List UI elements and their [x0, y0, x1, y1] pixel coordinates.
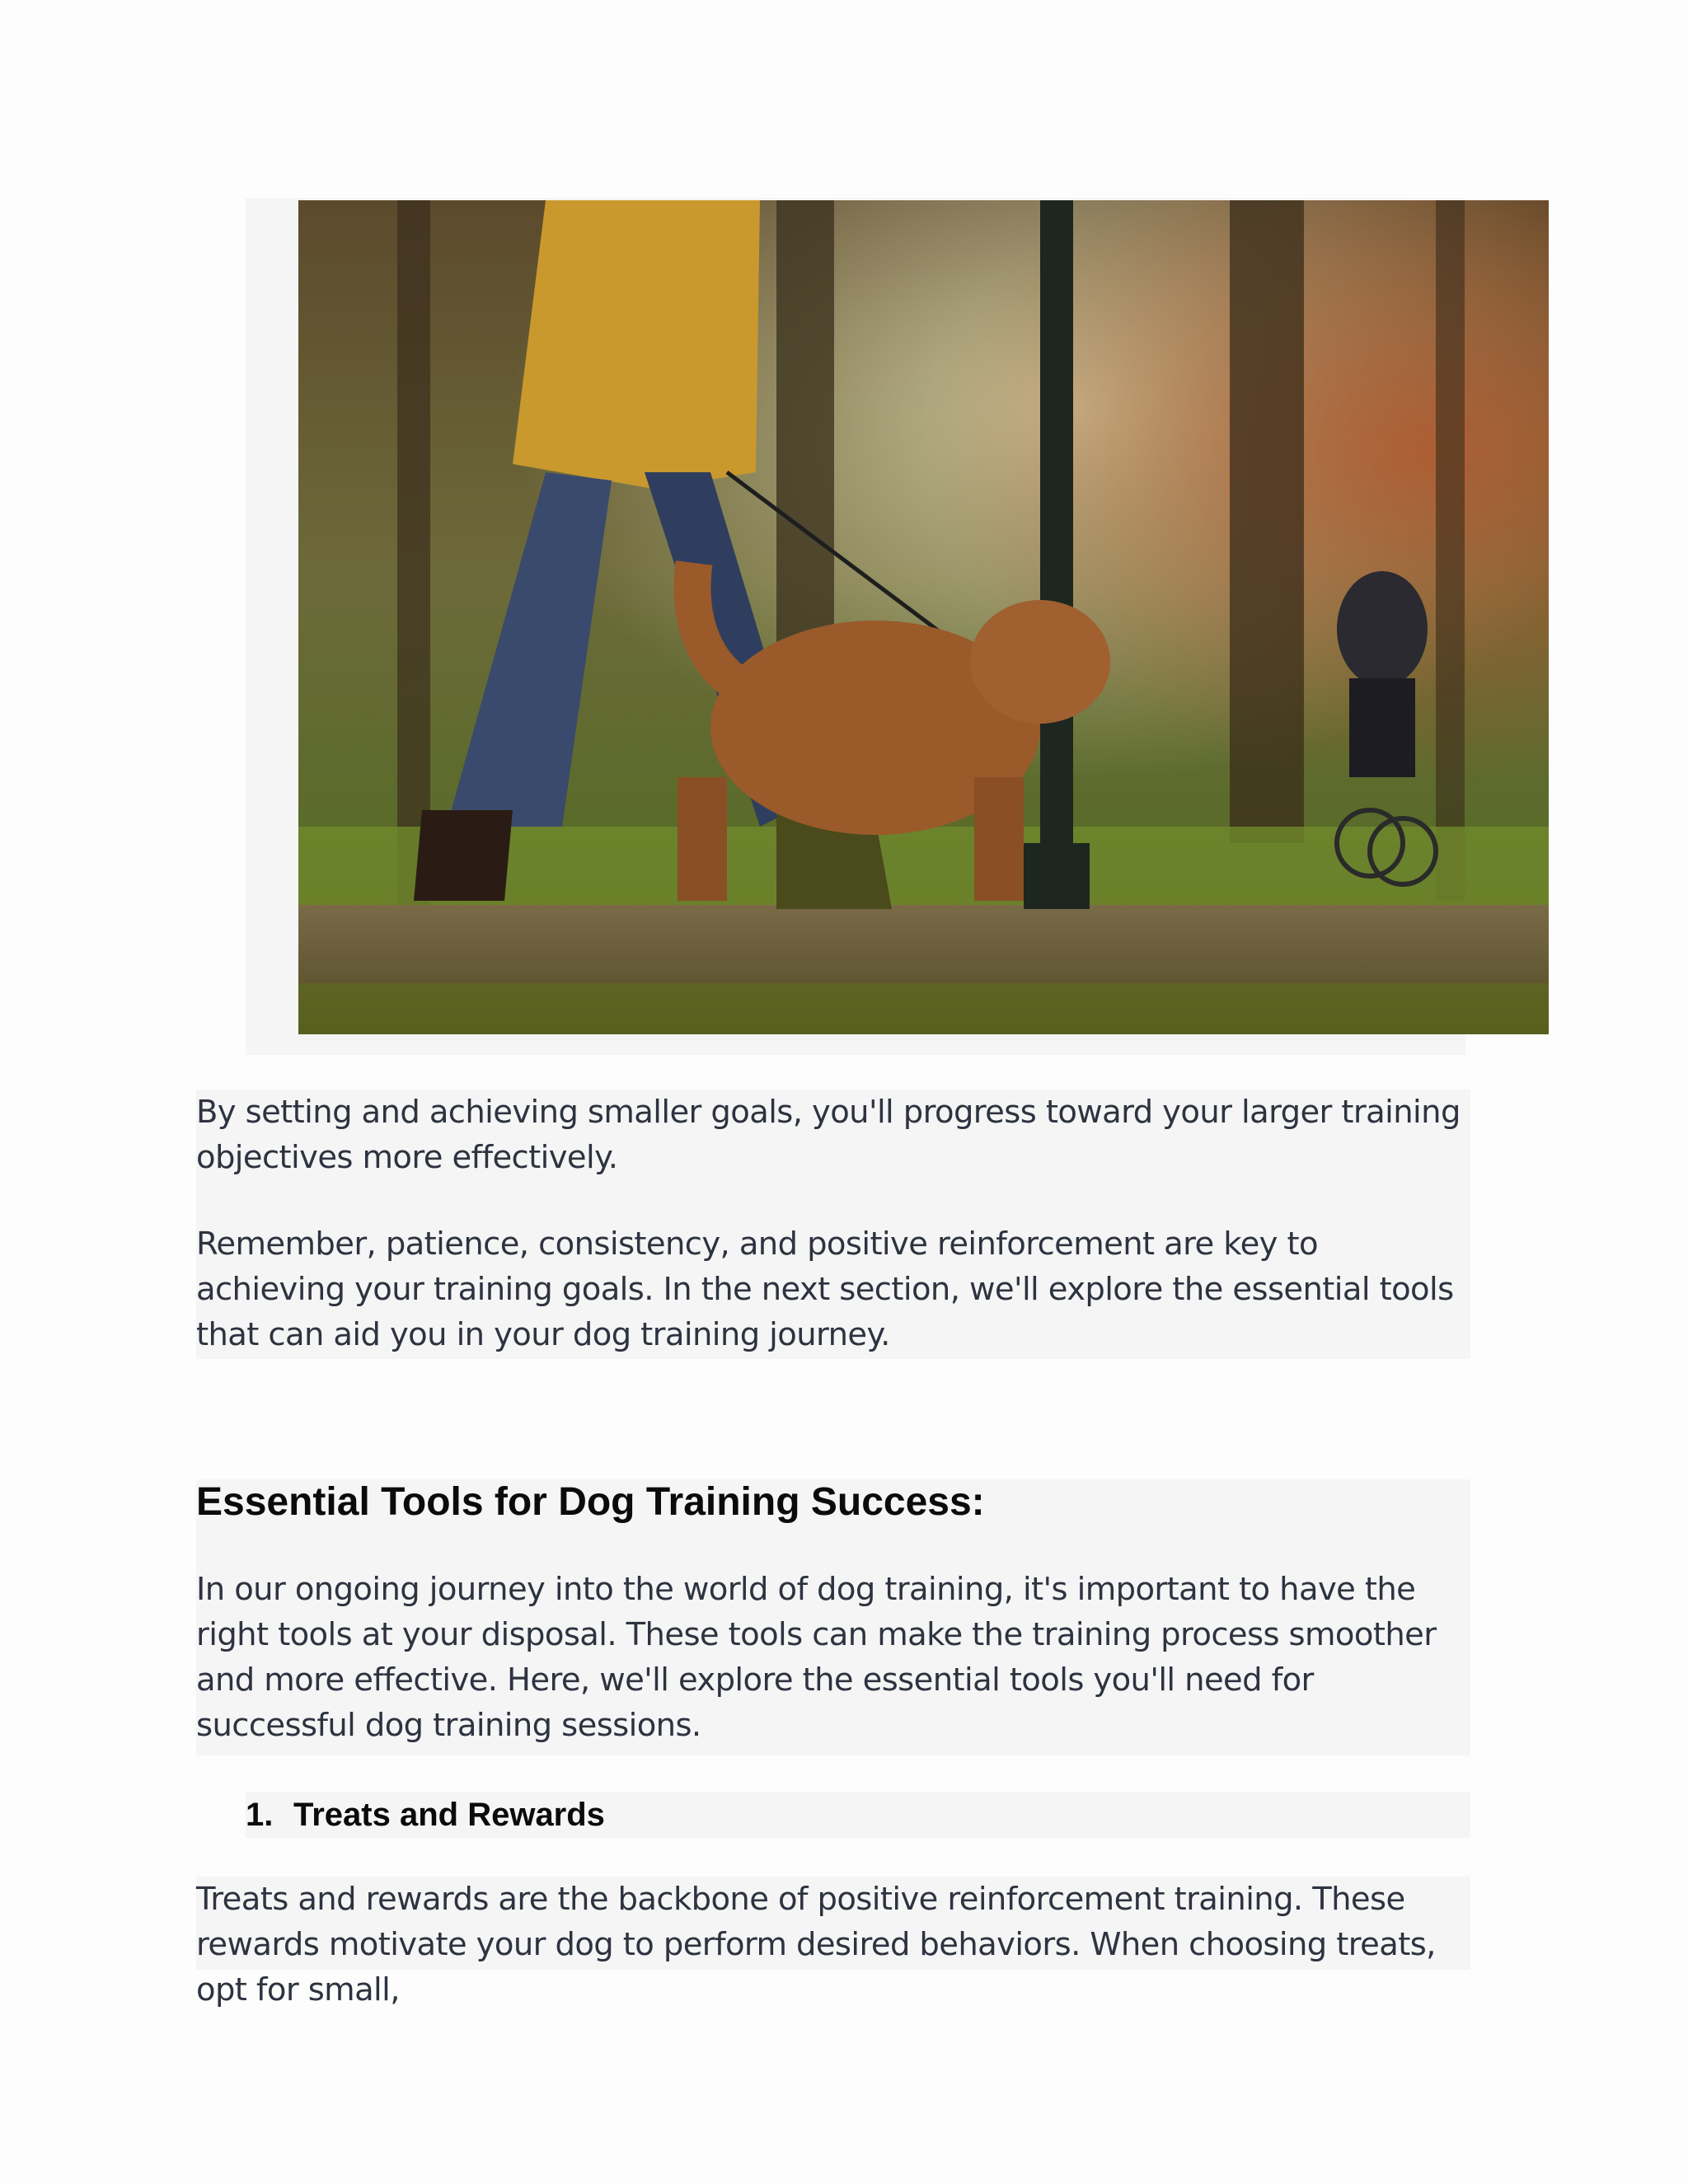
section-block	[196, 1479, 1470, 1755]
list-item-label: Treats and Rewards	[293, 1797, 605, 1833]
section-heading: Essential Tools for Dog Training Success:	[196, 1480, 985, 1524]
photo-illustration	[298, 200, 1549, 1034]
paragraph: By setting and achieving smaller goals, you'll progress toward your larger training objectives more effectively.	[196, 1094, 1461, 1176]
list-item-number: 1.	[246, 1797, 274, 1833]
paragraph: Remember, patience, consistency, and positive reinforcement are key to achieving your training goals. In the next section, we'll explore the essential tools that can aid you in your dog training journey.	[196, 1226, 1454, 1353]
dog-walk-photo	[298, 200, 1549, 1034]
list-item	[246, 1792, 1470, 1838]
section-intro-paragraph: In our ongoing journey into the world of dog training, it's important to have the right tools at your disposal. These tools can make the training process smoother and more effective. Here, we'll explore the essential tools you'll need for successful dog training sessions.	[196, 1571, 1437, 1744]
paragraph: Treats and rewards are the backbone of positive reinforcement training. These rewards motivate your dog to perform desired behaviors. When choosing treats, opt for small,	[196, 1881, 1436, 2008]
numbered-list	[246, 1792, 1470, 1838]
bottom-text-block	[196, 1877, 1470, 2008]
intro-text-block	[196, 1090, 1470, 1359]
